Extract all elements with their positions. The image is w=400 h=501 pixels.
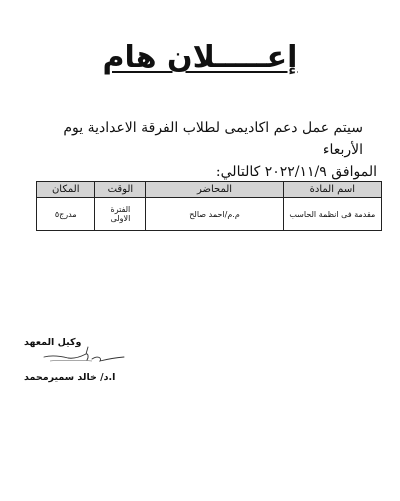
dean-title: وكيل المعهد	[24, 337, 82, 348]
announcement-body	[32, 117, 377, 183]
intro-line-1: سيتم عمل دعم اكاديمى لطلاب الفرقة الاعدادية يوم الأربعاء	[63, 120, 363, 158]
dean-name: ا.د/ خالد سميرمحمد	[24, 372, 116, 383]
handwritten-signature	[42, 345, 126, 367]
cell-place: مدرج٥	[37, 198, 95, 231]
cell-subject: مقدمة فى انظمة الحاسب	[283, 198, 381, 231]
cell-time-line-1: الفترة	[110, 205, 131, 214]
header-subject: اسم المادة	[283, 182, 381, 198]
cell-lecturer: م.م/احمد صالح	[146, 198, 283, 231]
header-place: المكان	[37, 182, 95, 198]
page-title: إعـــــلان هام	[102, 40, 298, 75]
header-lecturer: المحاضر	[146, 182, 283, 198]
header-time: الوقت	[95, 182, 146, 198]
table-row	[37, 198, 382, 231]
cell-time-line-2: الاولى	[110, 214, 131, 223]
intro-line-2: الموافق ٢٠٢٢/١١/٩ كالتالي:	[215, 164, 377, 180]
table-header-row	[37, 182, 382, 198]
cell-time	[95, 198, 146, 231]
schedule-table	[36, 181, 382, 231]
